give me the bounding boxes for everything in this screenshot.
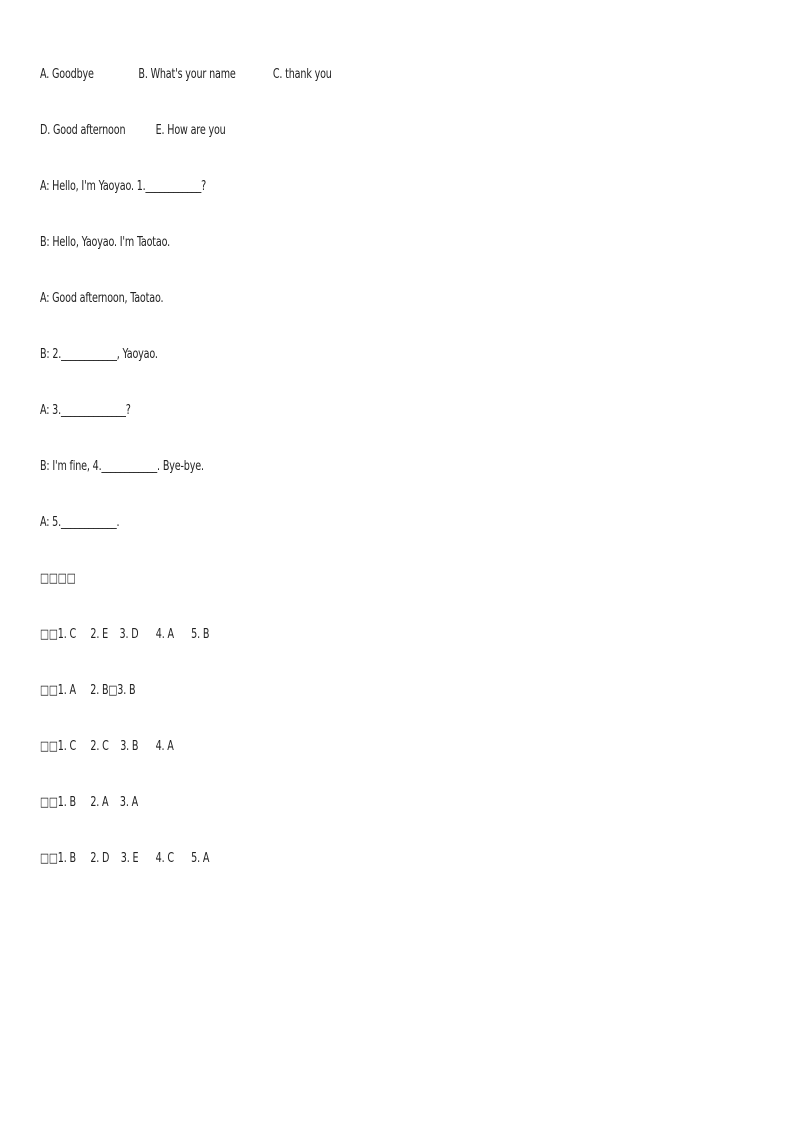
dialogue-line-4: B: 2.____________, Yaoyao.	[40, 347, 158, 362]
option-c: C. thank you	[272, 67, 332, 82]
answer-line-2: □□1. A 2. B□3. B	[40, 683, 136, 698]
answer-line-3: □□1. C 2. C 3. B 4. A	[40, 739, 174, 754]
dialogue-line-7: A: 5.____________.	[40, 515, 120, 530]
dialogue-line-6: B: I'm fine, 4.____________. Bye-bye.	[40, 459, 204, 474]
options-row-1	[40, 65, 332, 85]
dialogue-line-5: A: 3.______________?	[40, 403, 131, 418]
dialogue-line-1: A: Hello, I'm Yaoyao. 1.____________?	[40, 179, 207, 194]
options-row-2	[40, 121, 226, 141]
answer-line-4: □□1. B 2. A 3. A	[40, 795, 139, 810]
option-e: E. How are you	[155, 123, 226, 138]
option-b: B. What's your name	[138, 67, 236, 82]
option-d: D. Good afternoon	[40, 123, 126, 138]
dialogue-line-2: B: Hello, Yaoyao. I'm Taotao.	[40, 235, 170, 250]
answer-line-1: □□1. C 2. E 3. D 4. A 5. B	[40, 627, 210, 642]
dialogue-line-3: A: Good afternoon, Taotao.	[40, 291, 164, 306]
answer-heading: □□□□	[40, 571, 76, 586]
answer-line-5: □□1. B 2. D 3. E 4. C 5. A	[40, 851, 210, 866]
option-a: A. Goodbye	[40, 67, 94, 82]
